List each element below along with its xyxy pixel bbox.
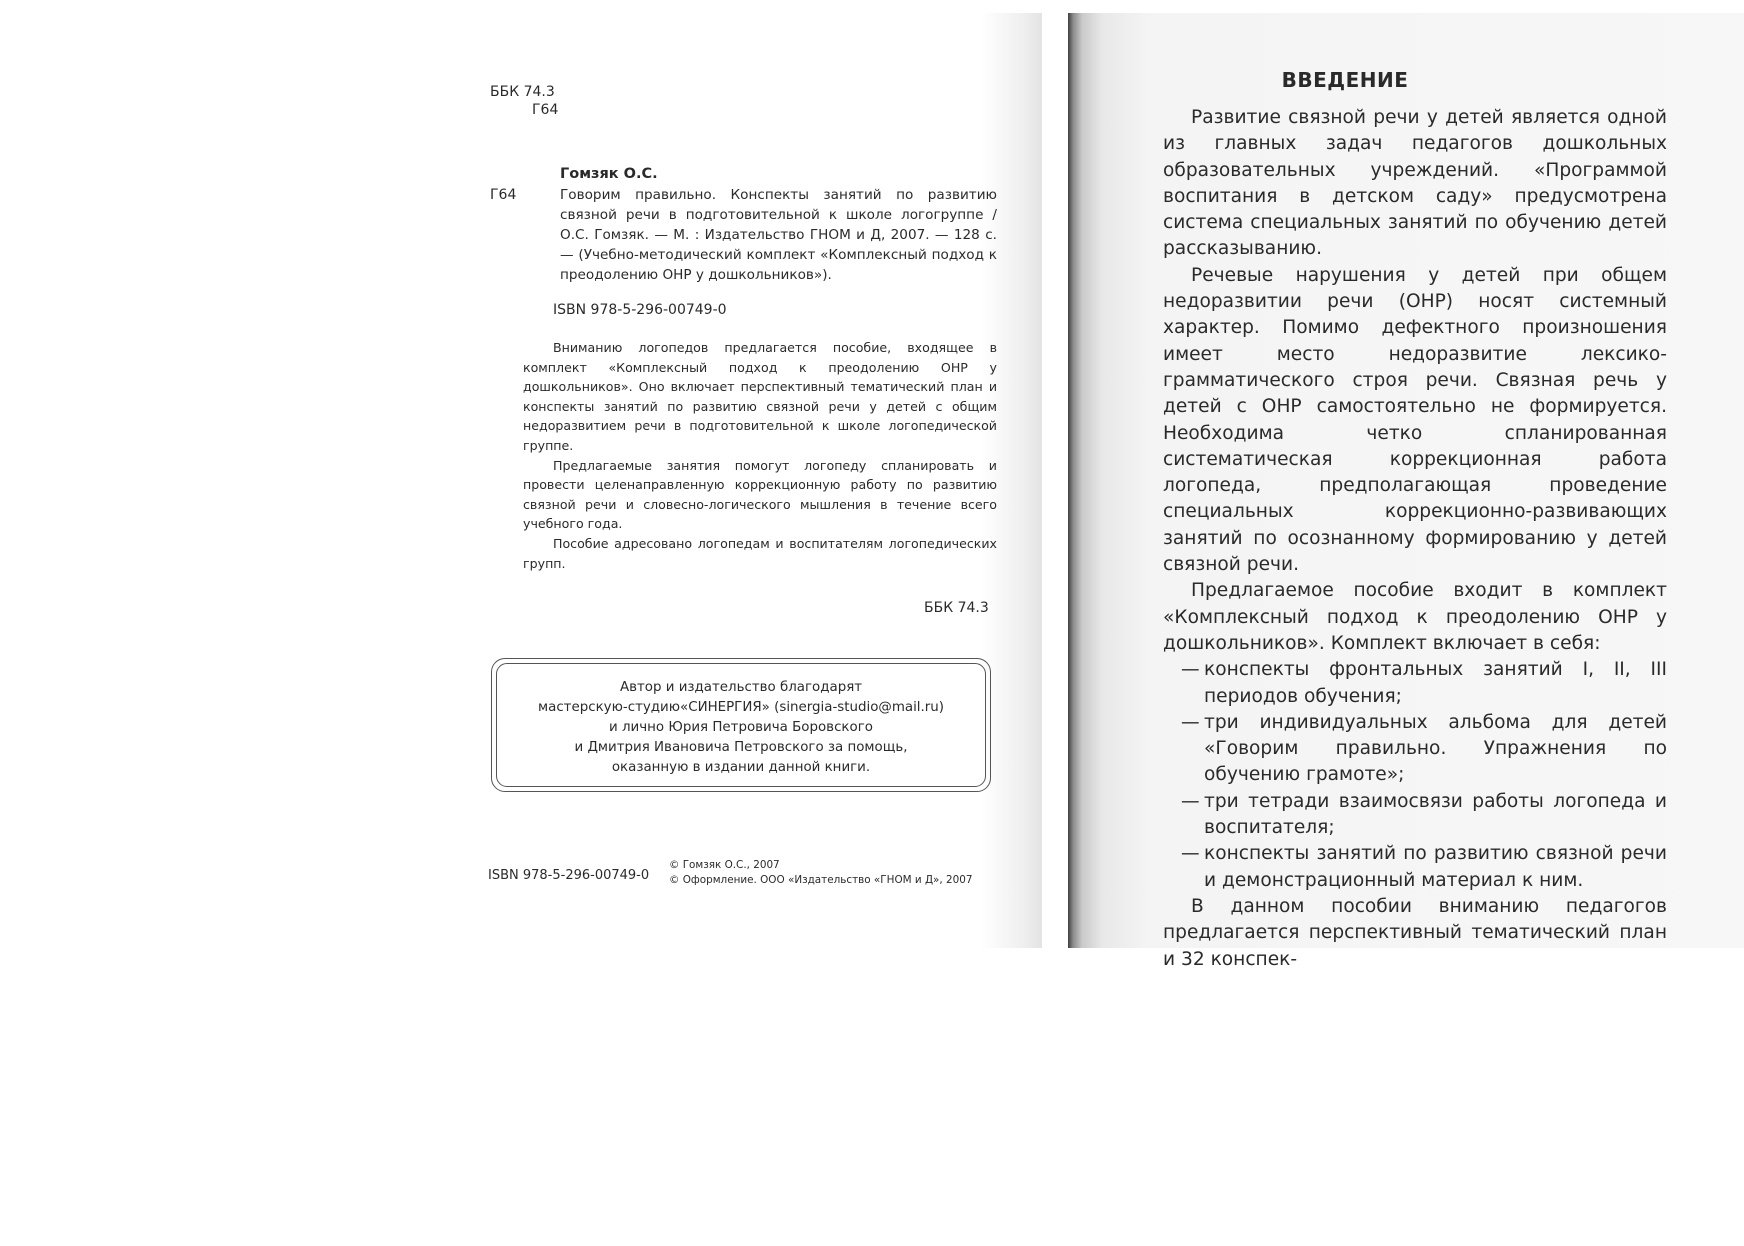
kit-list (1163, 657, 1667, 894)
bbk-index-top (490, 83, 610, 119)
body-paragraph: Речевые нарушения у детей при общем недоразвитии речи (ОНР) носят системный характер. Помимо дефектного произношения имеет место недоразвитие лексико-грамматического строя речи. Связная речь у детей с ОНР самостоятельно не формируется. Необходима четко спланированная систематическая коррекционная работа логопеда, предполагающая проведение специальных коррекционно-развивающих занятий по осознанному формированию у детей связной речи. (1163, 264, 1667, 576)
kit-list-item (1163, 710, 1667, 789)
author-mark-side: Г64 (490, 187, 517, 203)
list-dash: — (1181, 843, 1200, 865)
bbk-index-bottom: ББК 74.3 (924, 600, 989, 616)
kit-list-item-text: конспекты фронтальных занятий I, II, III периодов обучения; (1204, 659, 1667, 707)
kit-list-item-text: три тетради взаимосвязи работы логопеда и воспитателя; (1204, 790, 1667, 839)
kit-list-item (1163, 657, 1667, 710)
list-dash: — (1181, 659, 1200, 681)
acknowledgement-box (491, 658, 991, 792)
acknowledgement-line: оказанную в издании данной книги. (611, 760, 871, 775)
isbn-mid: ISBN 978-5-296-00749-0 (553, 302, 727, 318)
annotation-paragraph: Предлагаемые занятия помогут логопеду спланировать и провести целенаправленную коррекционную работу по развитию связной речи и словесно-логического мышления в течение всего учебного года. (523, 457, 997, 532)
bibliographic-entry: Говорим правильно. Конспекты занятий по развитию связной речи в подготовительной к школе логогруппе / О.С. Гомзяк. — М. : Издательство ГНОМ и Д, 2007. — 128 с. — (Учебно-методический комплект «Комплексный подход к преодолению ОНР у дошкольников»). (560, 187, 997, 283)
list-dash: — (1181, 790, 1200, 812)
annotation-paragraph: Вниманию логопедов предлагается пособие, входящее в комплект «Комплексный подход к преодолению ОНР у дошкольников». Оно включает перспективный тематический план и конспекты занятий по развитию связной речи у детей с общим недоразвитием речи в подготовительной к школе логопедической группе. (523, 340, 997, 453)
kit-list-item (1163, 789, 1667, 842)
annotation-paragraph: Пособие адресовано логопедам и воспитателям логопедических групп. (523, 535, 997, 571)
acknowledgement-text (492, 678, 990, 778)
acknowledgement-line: Автор и издательство благодарят (619, 680, 863, 695)
acknowledgement-line: мастерскую-студию«СИНЕРГИЯ» (sinergia-studio@mail.ru) (538, 700, 944, 715)
chapter-title: ВВЕДЕНИЕ (1281, 68, 1409, 92)
copyright-line: © Оформление. ООО «Издательство «ГНОМ и Д», 2007 (669, 874, 973, 886)
acknowledgement-line: и лично Юрия Петровича Боровского (609, 720, 873, 735)
annotation (523, 338, 997, 573)
acknowledgement-line: и Дмитрия Ивановича Петровского за помощь, (574, 740, 908, 755)
left-page (431, 13, 1042, 948)
kit-list-item-text: три индивидуальных альбома для детей «Говорим правильно. Упражнения по обучению грамоте»; (1204, 711, 1667, 786)
body-paragraph: Предлагаемое пособие входит в комплект «Комплексный подход к преодолению ОНР у дошкольников». Комплект включает в себя: (1163, 580, 1667, 654)
kit-list-item (1163, 841, 1667, 894)
bbk-code: ББК 74.3 (490, 84, 555, 100)
chapter-body (1163, 105, 1667, 973)
author-mark: Г64 (532, 102, 559, 118)
kit-list-item-text: конспекты занятий по развитию связной речи и демонстрационный материал к ним. (1204, 843, 1667, 891)
author-name: Гомзяк О.С. (560, 166, 658, 182)
body-paragraph-last: В данном пособии вниманию педагогов предлагается перспективный тематический план и 32 конспек- (1163, 895, 1667, 970)
body-paragraph: Развитие связной речи у детей является одной из главных задач педагогов дошкольных образовательных учреждений. «Программой воспитания в детском саду» предусмотрена система специальных занятий по обучению детей рассказыванию. (1163, 107, 1667, 260)
list-dash: — (1181, 711, 1200, 733)
isbn-bottom: ISBN 978-5-296-00749-0 (488, 868, 650, 883)
right-page (1068, 13, 1744, 970)
copyright-line: © Гомзяк О.С., 2007 (669, 859, 780, 871)
copyright (669, 858, 972, 888)
